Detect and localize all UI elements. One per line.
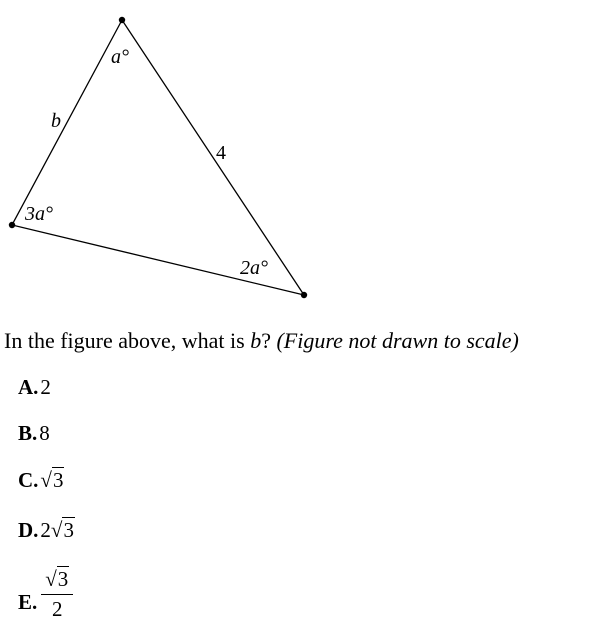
angle-right-label: 2a° <box>240 257 268 279</box>
coefficient: 2 <box>40 518 51 542</box>
question-text <box>4 328 519 354</box>
answer-choice-a[interactable] <box>18 375 51 400</box>
radical-sign: √ <box>45 567 57 591</box>
question-variable: b <box>250 328 262 353</box>
square-root <box>45 566 69 592</box>
question-note: (Figure not drawn to scale) <box>276 328 519 353</box>
radical-sign: √ <box>40 468 52 492</box>
side-b-label: b <box>51 110 61 132</box>
radicand: 3 <box>57 567 69 591</box>
choice-letter: B. <box>18 421 38 445</box>
choice-letter: C. <box>18 468 39 492</box>
square-root <box>40 468 64 493</box>
choice-value: 8 <box>39 421 50 445</box>
radicand: 3 <box>63 518 74 542</box>
vertex-left <box>9 222 15 228</box>
radical-sign: √ <box>50 518 63 542</box>
answer-choice-e[interactable] <box>18 566 73 622</box>
denominator: 2 <box>52 597 63 621</box>
choice-letter: D. <box>18 518 39 542</box>
question-mark: ? <box>261 328 271 353</box>
vertex-right <box>301 292 307 298</box>
square-root <box>51 518 75 543</box>
angle-left-label: 3a° <box>25 203 53 225</box>
question-prefix: In the figure above, what is <box>4 328 251 353</box>
vertex-top <box>119 17 125 23</box>
angle-top-label: a° <box>111 46 129 68</box>
answer-choice-d[interactable] <box>18 518 75 543</box>
answer-choice-b[interactable] <box>18 421 50 446</box>
triangle <box>12 20 304 295</box>
answer-choice-c[interactable] <box>18 468 64 493</box>
numerator <box>41 566 73 595</box>
fraction <box>41 566 73 622</box>
choice-letter: A. <box>18 375 39 399</box>
side-4-label: 4 <box>216 142 226 164</box>
choice-value: 2 <box>40 375 51 399</box>
radicand: 3 <box>52 468 64 492</box>
choice-letter: E. <box>18 589 38 614</box>
